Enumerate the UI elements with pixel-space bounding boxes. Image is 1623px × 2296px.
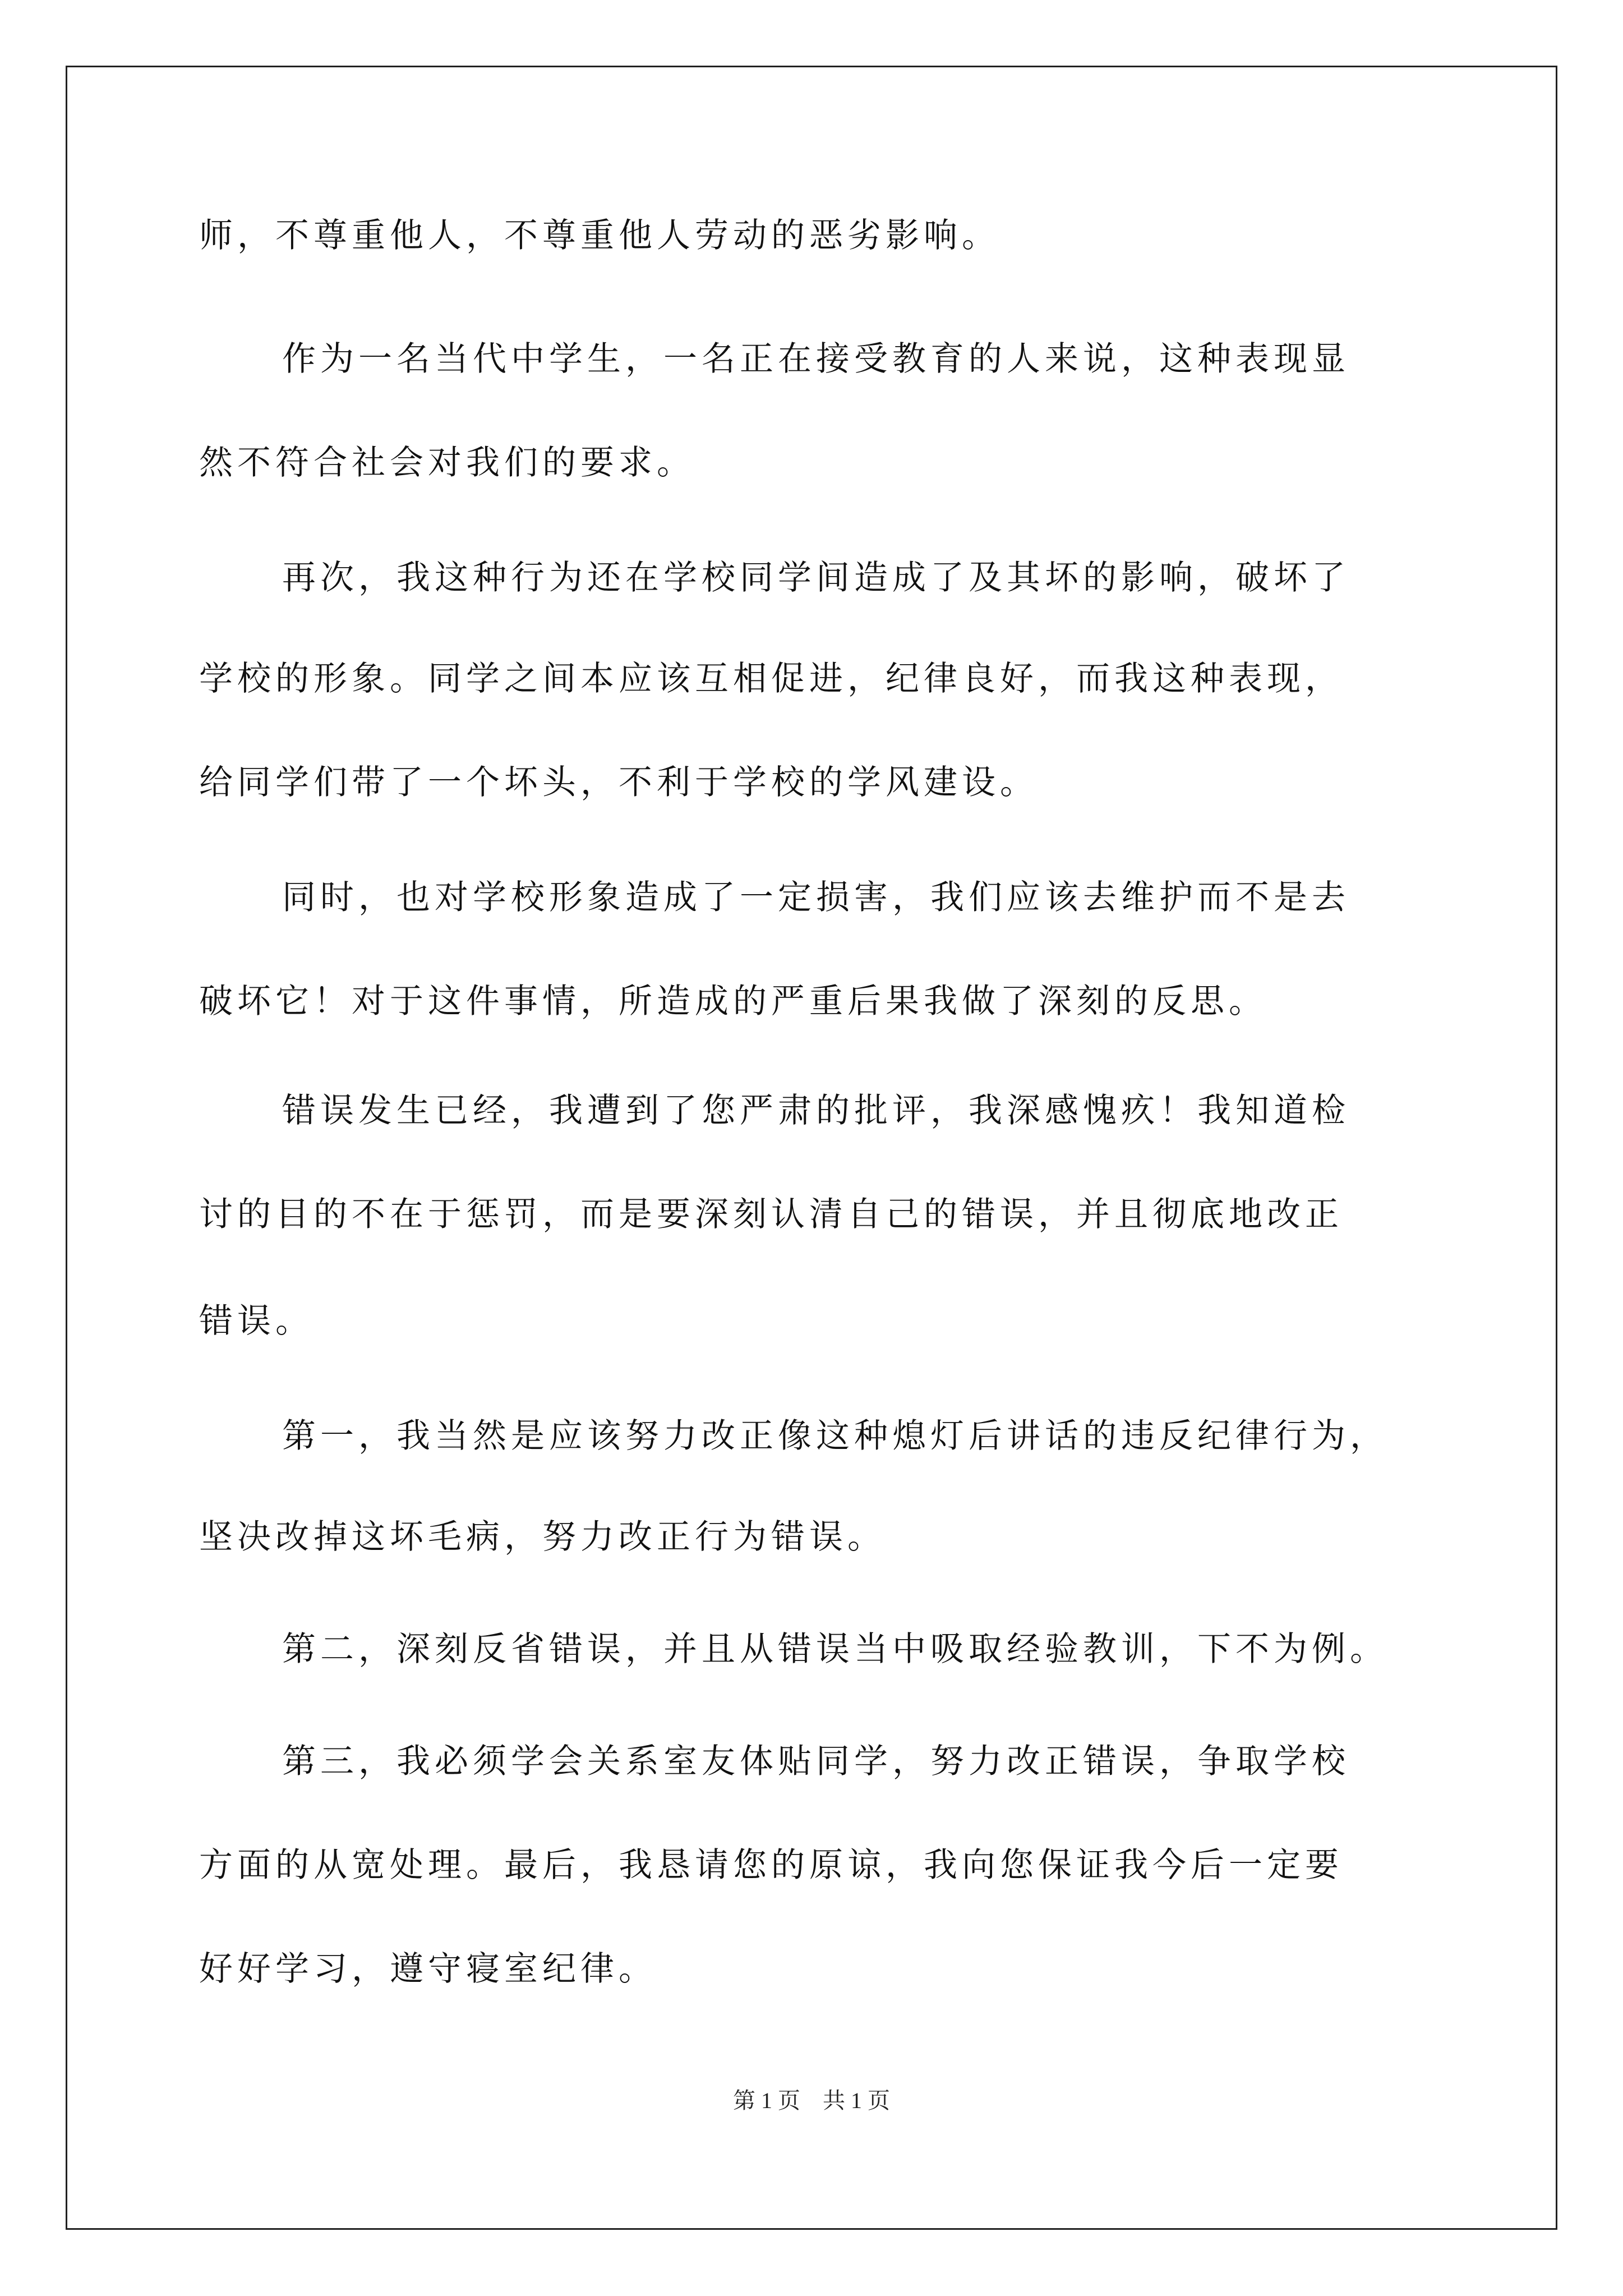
paragraph-line: 坚决改掉这坏毛病，努力改正行为错误。 [199, 1517, 886, 1557]
paragraph-line: 讨的目的不在于惩罚，而是要深刻认清自己的错误，并且彻底地改正 [199, 1195, 1343, 1234]
paragraph-line: 错误。 [199, 1301, 313, 1341]
page-border [66, 66, 1557, 2230]
paragraph-line: 然不符合社会对我们的要求。 [199, 443, 695, 482]
paragraph-line: 第三，我必须学会关系室友体贴同学，努力改正错误，争取学校 [282, 1742, 1350, 1781]
paragraph-line: 好好学习，遵守寝室纪律。 [199, 1949, 657, 1989]
paragraph-line: 第一，我当然是应该努力改正像这种熄灯后讲话的违反纪律行为， [282, 1416, 1388, 1456]
paragraph-line: 给同学们带了一个坏头，不利于学校的学风建设。 [199, 763, 1038, 802]
paragraph-line: 第二，深刻反省错误，并且从错误当中吸取经验教训，下不为例。 [282, 1630, 1388, 1669]
paragraph-line: 同时，也对学校形象造成了一定损害，我们应该去维护而不是去 [282, 878, 1350, 917]
paragraph-line: 师，不尊重他人，不尊重他人劳动的恶劣影响。 [199, 216, 1000, 255]
paragraph-line: 方面的从宽处理。最后，我恳请您的原谅，我向您保证我今后一定要 [199, 1846, 1343, 1885]
paragraph-line: 破坏它！对于这件事情，所造成的严重后果我做了深刻的反思。 [199, 982, 1267, 1021]
paragraph-line: 再次，我这种行为还在学校同学间造成了及其坏的影响，破坏了 [282, 558, 1350, 597]
page-number-footer: 第 1 页 共 1 页 [733, 2088, 890, 2113]
paragraph-line: 学校的形象。同学之间本应该互相促进，纪律良好，而我这种表现， [199, 659, 1343, 698]
paragraph-line: 作为一名当代中学生，一名正在接受教育的人来说，这种表现显 [282, 339, 1350, 379]
paragraph-line: 错误发生已经，我遭到了您严肃的批评，我深感愧疚！我知道检 [282, 1091, 1350, 1130]
